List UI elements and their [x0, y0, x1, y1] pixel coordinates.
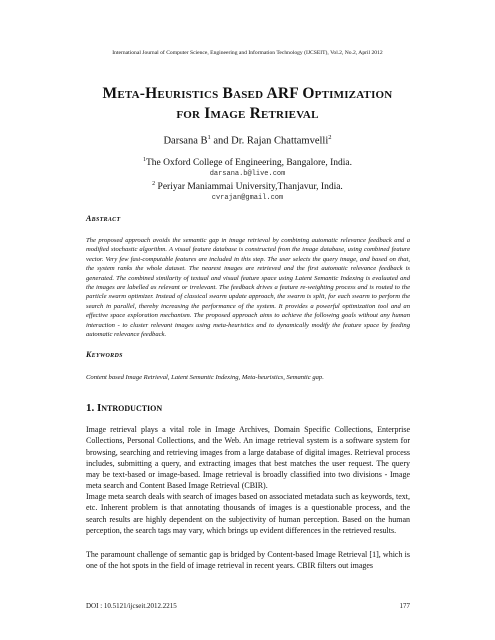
affiliation-1-email: darsana.b@live.com — [209, 169, 286, 178]
keywords-text: Content based Image Retrieval, Latent Semantic Indexing, Meta-heuristics, Semantic gap. — [86, 374, 324, 381]
abstract-heading: Abstract — [86, 214, 121, 223]
author-1-name: Darsana B — [163, 135, 208, 147]
doi-text: DOI : 10.5121/ijcseit.2012.2215 — [86, 602, 177, 610]
author-1-sup: 1 — [207, 134, 211, 141]
affiliation-1-name — [0, 157, 495, 170]
affiliation-1-text: The Oxford College of Engineering, Bangalore, India. — [145, 158, 353, 169]
title-line-2: for Image Retrieval — [176, 105, 319, 122]
author-line — [0, 134, 495, 148]
affiliation-1-sup: 1 — [142, 157, 146, 163]
affiliation-2-sup: 2 — [152, 181, 156, 187]
introduction-heading: 1. Introduction — [86, 402, 163, 414]
affiliation-2-name — [0, 181, 495, 194]
abstract-text: The proposed approach avoids the semantic gap in image retrieval by combining automatic relevance feedback and a modified stochastic algorithm. A visual feature database is constructed from the image database, using combined feature vector. Very few fast-computable features are included in this step. The user selects the query image, and based on that, the system ranks the whole dataset. The nearest images are retrieved and the first automatic relevance feedback is generated. The combined similarity of textual and visual feature space using Latent Semantic Indexing is evaluated and the images are labelled as relevant or irrelevant. The feedback drives a feature re-weighting process and is routed to the particle swarm optimizer. Instead of classical swarm update approach, the swarm is split, for each swarm to perform the search in parallel, thereby increasing the performance of the system. It provides a powerful optimization tool and an effective space exploration mechanism. The proposed approach aims to achieve the following goals without any human interaction - to cluster relevant images using meta-heuristics and to dynamically modify the feature space by feeding automatic relevance feedback. — [86, 237, 410, 339]
affiliation-2-email: cvrajan@gmail.com — [211, 193, 284, 202]
journal-header: International Journal of Computer Science, Engineering and Information Technology (IJCSEIT), Vol.2, No.2, April 2012 — [112, 50, 383, 56]
title-line-1: Meta-Heuristics Based ARF Optimization — [102, 85, 393, 102]
affiliation-2-text: Periyar Maniammai University,Thanjavur, India. — [155, 182, 343, 193]
author-2-name: and Dr. Rajan Chattamvelli — [210, 135, 329, 147]
affiliation-2 — [0, 181, 495, 202]
affiliation-1 — [0, 157, 495, 178]
intro-paragraph-3: The paramount challenge of semantic gap is bridged by Content-based Image Retrieval [1], which is one of the hot spots in the field of image retrieval in recent years. CBIR filters out images — [86, 550, 410, 571]
author-2-sup: 2 — [328, 134, 332, 141]
intro-paragraph-1: Image retrieval plays a vital role in Image Archives, Domain Specific Collections, Enterprise Collections, Personal Collections, and the Web. An image retrieval system is a software system for browsing, searching and retrieving images from a large database of digital images. Retrieval process includes, submitting a query, and extracting images that best matches the user request. The query may be text-based or image-based. Image retrieval is broadly classified into two divisions - Image meta search and Content Based Image Retrieval (CBIR). — [86, 425, 410, 491]
intro-paragraph-2: Image meta search deals with search of images based on associated metadata such as keywords, text, etc. Inherent problem is that annotating thousands of images is a questionable process, and the search results are highly dependent on the subjectivity of human perception. Based on the human perception, the search tags may vary, which brings up evident differences in the retrieved results. — [86, 492, 410, 535]
keywords-heading: Keywords — [86, 350, 123, 359]
page-number: 177 — [399, 602, 410, 610]
paper-title — [60, 84, 435, 124]
